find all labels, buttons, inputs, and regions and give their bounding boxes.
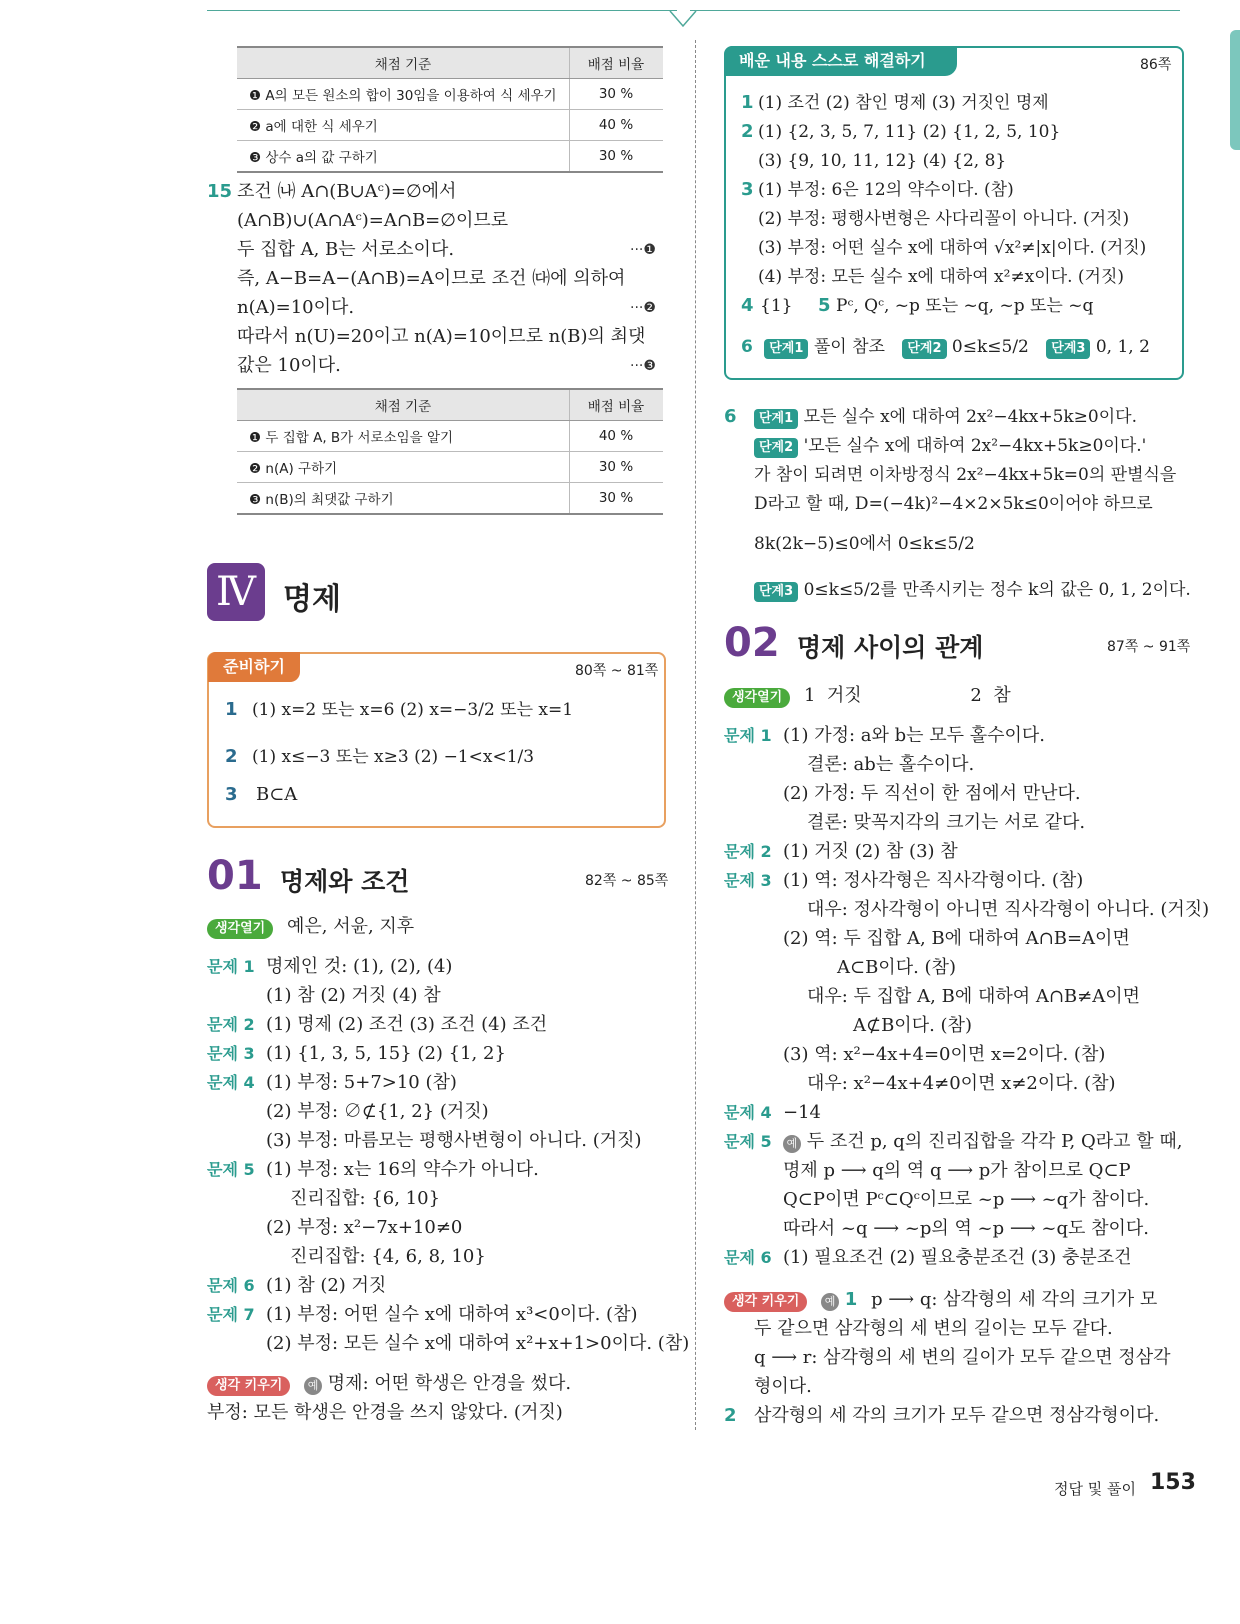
answer-text: 0, 1, 2: [1095, 337, 1150, 357]
answer-text: p ⟶ q: 삼각형의 세 각의 크기가 모: [871, 1289, 1158, 1310]
self-check-pages: 86쪽: [1140, 57, 1172, 73]
table-cell: 30 %: [570, 483, 664, 515]
top-rule-left: [207, 10, 677, 11]
answer-line: (1) 부정: x는 16의 약수가 아니다.: [266, 1159, 539, 1180]
step-badge: 단계2: [754, 438, 798, 458]
solution-line: [754, 578, 1191, 602]
answer-line: (3) {9, 10, 11, 12} (4) {2, 8}: [758, 151, 1007, 171]
answer-line: 형이다.: [754, 1376, 812, 1397]
problem-label: 문제 2: [207, 1015, 255, 1034]
answer-line: Q⊂P이면 Pᶜ⊂Qᶜ이므로 ~p ⟶ ~q가 참이다.: [783, 1189, 1150, 1210]
section-pages: 87쪽 ~ 91쪽: [1107, 639, 1191, 655]
table-row: [237, 141, 663, 173]
think-grow-row: [207, 1372, 571, 1396]
answer-number: 3: [225, 784, 238, 805]
problem-label: 문제 5: [724, 1132, 772, 1151]
answer-text: 1 거짓 2 참: [803, 685, 1011, 706]
prep-label: 준비하기: [208, 652, 300, 682]
answer-line: (1) 역: 정사각형은 직사각형이다. (참): [783, 870, 1084, 891]
answer-line: A⊂B이다. (참): [837, 957, 956, 978]
answer-line: 진리집합: {6, 10}: [290, 1188, 441, 1209]
solution-line: 8k(2k−5)≤0에서 0≤k≤5/2: [754, 534, 975, 554]
prep-pages: 80쪽 ~ 81쪽: [575, 663, 659, 679]
problem-label: 문제 3: [207, 1044, 255, 1063]
table-row: [237, 110, 663, 141]
answer-line: (1) 참 (2) 거짓: [266, 1275, 387, 1296]
table-cell: ❷ a에 대한 식 세우기: [237, 110, 570, 141]
answer-line: (2) 역: 두 집합 A, B에 대하여 A∩B=A이면: [783, 928, 1130, 949]
problem-label: 문제 2: [724, 842, 772, 861]
chapter-numeral: Ⅳ: [207, 563, 265, 621]
answer-number: 6: [741, 337, 753, 357]
solution-line: 따라서 n(U)=20이고 n(A)=10이므로 n(B)의 최댓: [237, 326, 646, 347]
solution-line: D라고 할 때, D=(−4k)²−4×2×5k≤0이어야 하므로: [754, 494, 1153, 514]
solution-line: (A∩B)∪(A∩Aᶜ)=A∩B=∅이므로: [237, 210, 509, 231]
step-badge: 단계3: [754, 582, 798, 602]
example-badge: 예: [783, 1135, 801, 1153]
problem-label: 문제 1: [724, 726, 772, 745]
answer-line: (1) {1, 3, 5, 15} (2) {1, 2}: [266, 1043, 506, 1064]
think-grow-badge: 생각 키우기: [724, 1292, 807, 1312]
page-number: 153: [1150, 1470, 1196, 1495]
table-header: 채점 기준: [237, 47, 570, 79]
problem-label: 문제 6: [724, 1248, 772, 1267]
answer-line: (4) 부정: 모든 실수 x에 대하여 x²≠x이다. (거짓): [758, 267, 1125, 287]
footer-label: 정답 및 풀이: [1054, 1480, 1136, 1498]
section-number: 01: [207, 853, 263, 899]
answer-line: 명제 p ⟶ q의 역 q ⟶ p가 참이므로 Q⊂P: [783, 1160, 1131, 1181]
answer-line: 부정: 모든 학생은 안경을 쓰지 않았다. (거짓): [207, 1402, 563, 1423]
table-cell: 30 %: [570, 452, 664, 483]
page-edge-tab: [1230, 30, 1240, 150]
scoring-table-1: [237, 46, 663, 173]
answer-line: 삼각형의 세 각의 크기가 모두 같으면 정삼각형이다.: [754, 1405, 1160, 1426]
answer-line: [783, 1130, 1182, 1154]
table-row: [237, 79, 663, 110]
answer-number: 4: [741, 295, 754, 316]
table-row: [237, 483, 663, 515]
answer-line: 대우: 두 집합 A, B에 대하여 A∩B≠A이면: [807, 986, 1140, 1007]
think-grow-badge: 생각 키우기: [207, 1376, 290, 1396]
problem-number: 15: [207, 181, 233, 202]
table-header: 배점 비율: [570, 47, 664, 79]
table-cell: ❸ n(B)의 최댓값 구하기: [237, 483, 570, 515]
table-cell: ❶ A의 모든 원소의 합이 30임을 이용하여 식 세우기: [237, 79, 570, 110]
answer-line: (2) 부정: ∅⊄{1, 2} (거짓): [266, 1101, 489, 1122]
problem-label: 문제 3: [724, 871, 772, 890]
scoring-table-2: [237, 388, 663, 515]
table-cell: ❷ n(A) 구하기: [237, 452, 570, 483]
answer-text: 명제: 어떤 학생은 안경을 썼다.: [327, 1373, 572, 1394]
think-open-badge: 생각열기: [724, 688, 790, 708]
solution-line: [754, 434, 1146, 458]
answer-text: 두 조건 p, q의 진리집합을 각각 P, Q라고 할 때,: [806, 1131, 1183, 1152]
answer-line-6: [741, 335, 1150, 359]
problem-label: 문제 6: [207, 1276, 255, 1295]
problem-label: 문제 4: [207, 1073, 255, 1092]
answer-line: (1) x=2 또는 x=6 (2) x=−3/2 또는 x=1: [252, 700, 574, 720]
answer-line: (1) x≤−3 또는 x≥3 (2) −1<x<1/3: [252, 747, 535, 767]
table-cell: 40 %: [570, 421, 664, 452]
answer-line: −14: [783, 1102, 821, 1123]
answer-line: A⊄B이다. (참): [853, 1015, 972, 1036]
answer-line: (1) 참 (2) 거짓 (4) 참: [266, 985, 441, 1006]
answer-line: 진리집합: {4, 6, 8, 10}: [290, 1246, 486, 1267]
table-row: [237, 421, 663, 452]
section-number: 02: [724, 620, 780, 666]
answer-line: 두 같으면 삼각형의 세 변의 길이는 모두 같다.: [754, 1318, 1113, 1339]
problem-number: 6: [724, 406, 737, 427]
answer-line: (3) 부정: 마름모는 평행사변형이 아니다. (거짓): [266, 1130, 642, 1151]
problem-label: 문제 1: [207, 957, 255, 976]
think-open-row: [724, 684, 1011, 708]
self-check-label: 배운 내용 스스로 해결하기: [725, 46, 957, 76]
answer-line: (3) 부정: 어떤 실수 x에 대하여 √x²≠|x|이다. (거짓): [758, 238, 1147, 258]
answer-line: (1) 조건 (2) 참인 명제 (3) 거짓인 명제: [758, 93, 1049, 113]
answer-number: 2: [724, 1405, 737, 1426]
answer-line: (1) 명제 (2) 조건 (3) 조건 (4) 조건: [266, 1014, 548, 1035]
table-row: [237, 452, 663, 483]
answer-line: (1) 부정: 6은 12의 약수이다. (참): [758, 180, 1014, 200]
solution-line: n(A)=10이다.: [237, 297, 355, 318]
answer-line: (2) 부정: x²−7x+10≠0: [266, 1217, 463, 1238]
answer-line: (1) 필요조건 (2) 필요충분조건 (3) 충분조건: [783, 1247, 1132, 1268]
table-cell: 40 %: [570, 110, 664, 141]
step-marker: ···❸: [630, 358, 656, 374]
answer-number: 2: [741, 121, 754, 142]
table-cell: 30 %: [570, 79, 664, 110]
answer-line: (1) 부정: 어떤 실수 x에 대하여 x³<0이다. (참): [266, 1304, 638, 1325]
solution-text: '모든 실수 x에 대하여 2x²−4kx+5k≥0이다.': [803, 436, 1147, 456]
step-marker: ···❷: [630, 300, 656, 316]
solution-line: 조건 ㈏ A∩(B∪Aᶜ)=∅에서: [237, 181, 457, 202]
solution-line: 값은 10이다.: [237, 355, 341, 376]
answer-number: 1: [741, 92, 754, 113]
answer-line: (2) 부정: 모든 실수 x에 대하여 x²+x+1>0이다. (참): [266, 1333, 690, 1354]
solution-text: 0≤k≤5/2를 만족시키는 정수 k의 값은 0, 1, 2이다.: [803, 580, 1191, 600]
answer-line: 결론: 맞꼭지각의 크기는 서로 같다.: [807, 812, 1086, 833]
think-open-badge: 생각열기: [207, 919, 273, 939]
step-marker: ···❶: [630, 242, 656, 258]
column-divider: [695, 40, 696, 1430]
solution-line: 가 참이 되려면 이차방정식 2x²−4kx+5k=0의 판별식을: [754, 465, 1177, 485]
answer-line: (1) 부정: 5+7>10 (참): [266, 1072, 457, 1093]
problem-label: 문제 7: [207, 1305, 255, 1324]
table-header: 채점 기준: [237, 389, 570, 421]
answer-text: 풀이 참조: [813, 337, 885, 357]
table-cell: 30 %: [570, 141, 664, 173]
step-badge: 단계3: [1046, 339, 1090, 359]
answer-number: 2: [225, 746, 238, 767]
problem-label: 문제 4: [724, 1103, 772, 1122]
answer-text: 0≤k≤5/2: [951, 337, 1029, 357]
step-badge: 단계1: [754, 409, 798, 429]
solution-text: 모든 실수 x에 대하여 2x²−4kx+5k≥0이다.: [803, 407, 1137, 427]
solution-line: 두 집합 A, B는 서로소이다.: [237, 239, 455, 260]
step-badge: 단계1: [764, 339, 808, 359]
top-rule-notch: [668, 8, 698, 30]
think-grow-row: [724, 1288, 1157, 1312]
answer-text: 예은, 서윤, 지후: [286, 916, 415, 937]
answer-line: 따라서 ~q ⟶ ~p의 역 ~p ⟶ ~q도 참이다.: [783, 1218, 1150, 1239]
example-badge: 예: [304, 1377, 322, 1395]
table-cell: ❸ 상수 a의 값 구하기: [237, 141, 570, 173]
answer-line: 대우: 정사각형이 아니면 직사각형이 아니다. (거짓): [807, 899, 1210, 920]
solution-line: [754, 405, 1137, 429]
answer-line: (2) 부정: 평행사변형은 사다리꼴이 아니다. (거짓): [758, 209, 1130, 229]
section-title: 명제 사이의 관계: [797, 633, 984, 662]
answer-line: (3) 역: x²−4x+4=0이면 x=2이다. (참): [783, 1044, 1106, 1065]
answer-number: 3: [741, 179, 754, 200]
think-open-row: [207, 915, 414, 939]
top-rule-right: [690, 10, 1180, 11]
answer-line: 대우: x²−4x+4≠0이면 x≠2이다. (참): [807, 1073, 1116, 1094]
answer-line: Pᶜ, Qᶜ, ~p 또는 ~q, ~p 또는 ~q: [836, 296, 1094, 316]
chapter-title: 명제: [283, 582, 341, 617]
section-title: 명제와 조건: [280, 867, 410, 896]
table-header: 배점 비율: [570, 389, 664, 421]
answer-line: {1}: [760, 296, 793, 316]
answer-line: (1) 거짓 (2) 참 (3) 참: [783, 841, 958, 862]
answer-line: (1) 가정: a와 b는 모두 홀수이다.: [783, 725, 1046, 746]
answer-number: 1: [844, 1289, 858, 1310]
table-cell: ❶ 두 집합 A, B가 서로소임을 알기: [237, 421, 570, 452]
answer-line: (2) 가정: 두 직선이 한 점에서 만난다.: [783, 783, 1081, 804]
answer-number: 1: [225, 699, 238, 720]
step-badge: 단계2: [902, 339, 946, 359]
answer-number: 5: [818, 295, 831, 316]
answer-line: (1) {2, 3, 5, 7, 11} (2) {1, 2, 5, 10}: [758, 122, 1061, 142]
example-badge: 예: [821, 1293, 839, 1311]
section-pages: 82쪽 ~ 85쪽: [585, 873, 669, 889]
answer-line: q ⟶ r: 삼각형의 세 변의 길이가 모두 같으면 정삼각: [754, 1347, 1171, 1368]
answer-line: 결론: ab는 홀수이다.: [807, 754, 975, 775]
problem-label: 문제 5: [207, 1160, 255, 1179]
answer-line: B⊂A: [256, 784, 298, 805]
answer-line: 명제인 것: (1), (2), (4): [266, 956, 453, 977]
solution-line: 즉, A−B=A−(A∩B)=A이므로 조건 ㈐에 의하여: [237, 268, 626, 289]
